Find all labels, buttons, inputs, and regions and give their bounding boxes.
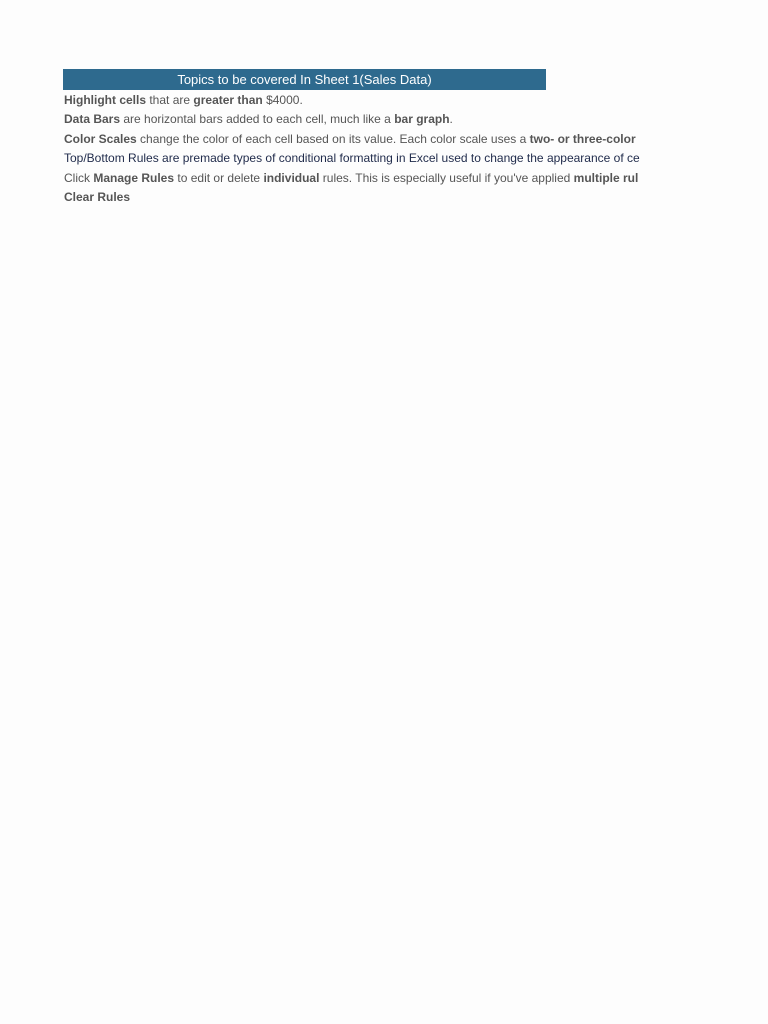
- cell-text: Manage Rules: [93, 170, 175, 185]
- topic-rows: [64, 91, 668, 207]
- cell-text: Click: [64, 170, 94, 185]
- cell-text: to edit or delete: [174, 170, 264, 185]
- row-color-scales[interactable]: [64, 130, 668, 149]
- header-cell-topics[interactable]: Topics to be covered In Sheet 1(Sales Data): [63, 69, 546, 90]
- row-clear-rules[interactable]: [64, 188, 668, 207]
- cell-text: Color Scales: [64, 131, 137, 146]
- cell-text: Data Bars: [64, 112, 121, 127]
- row-highlight-cells[interactable]: [64, 91, 668, 110]
- row-top-bottom-rules[interactable]: [64, 149, 668, 168]
- cell-text: two- or three-color: [529, 131, 636, 146]
- cell-text: Highlight cells: [64, 93, 147, 107]
- cell-text: change the color of each cell based on its value. Each color scale uses a: [136, 131, 530, 146]
- cell-text: individual: [263, 170, 320, 185]
- cell-text: Clear Rules: [64, 189, 131, 204]
- cell-text: Top/Bottom Rules are premade types of conditional formatting in Excel used to change the appearance of ce: [64, 151, 640, 166]
- row-data-bars[interactable]: [64, 110, 668, 129]
- cell-text: .: [449, 112, 453, 127]
- cell-text: are horizontal bars added to each cell, much like a: [120, 112, 395, 127]
- cell-text: bar graph: [394, 112, 450, 127]
- cell-text: that are: [146, 93, 194, 107]
- cell-text: greater than: [193, 93, 263, 107]
- cell-text: multiple rul: [573, 170, 639, 185]
- cell-text: $4000.: [262, 93, 303, 107]
- cell-text: rules. This is especially useful if you've applied: [319, 170, 574, 185]
- row-manage-rules[interactable]: [64, 169, 668, 188]
